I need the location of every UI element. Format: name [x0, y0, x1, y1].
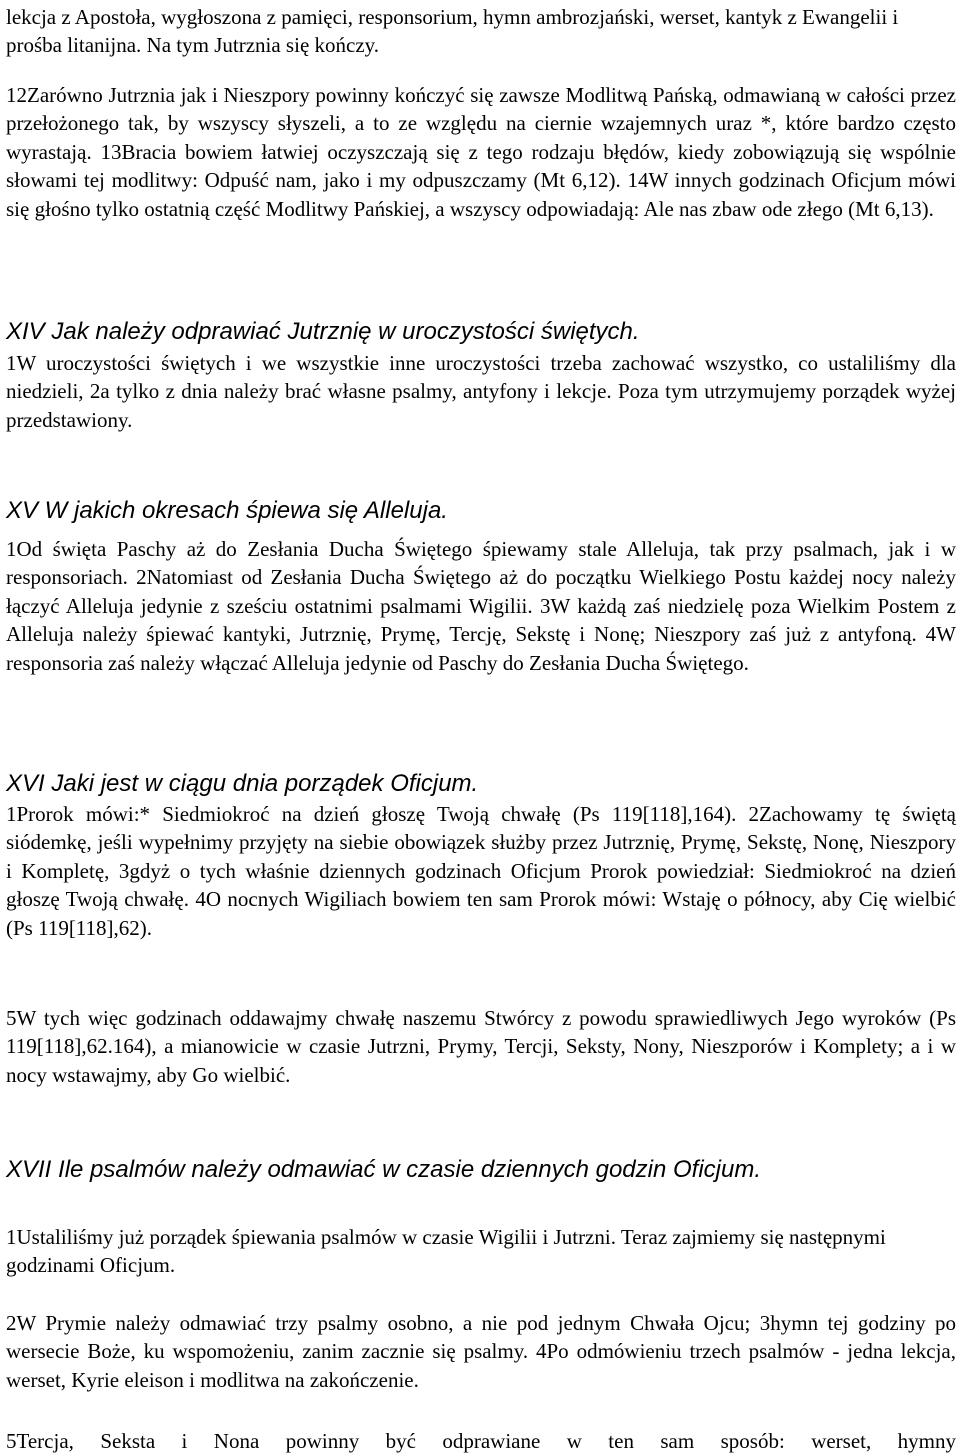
chapter-heading-xv: XV W jakich okresach śpiewa się Alleluja.: [6, 497, 448, 524]
paragraph-xvii-body-1: 1Ustaliliśmy już porządek śpiewania psalmów w czasie Wigilii i Jutrzni. Teraz zajmiemy się następnymi godzinami Oficjum.: [6, 1225, 886, 1278]
paragraph-lekcja: lekcja z Apostoła, wygłoszona z pamięci, responsorium, hymn ambrozjański, werset, kantyk z Ewangelii i prośba litanijna. Na tym Jutrznia się kończy.: [6, 5, 899, 58]
paragraph-xvii-body-3: 5Tercja, Seksta i Nona powinny być odprawiane w ten sam sposób: werset, hymny: [6, 1429, 956, 1453]
chapter-heading-xiv: XIV Jak należy odprawiać Jutrznię w uroczystości świętych.: [6, 318, 640, 345]
paragraph-xvi-body-2: 5W tych więc godzinach oddawajmy chwałę naszemu Stwórcy z powodu sprawiedliwych Jego wyroków (Ps 119[118],62.164), a mianowicie w czasie Jutrzni, Prymy, Tercji, Seksty, Nony, Nieszporów i Komplety; a i w nocy wstawajmy, aby Go wielbić.: [6, 1006, 956, 1087]
paragraph-xiv-body: 1W uroczystości świętych i we wszystkie inne uroczystości trzeba zachować wszystko, co ustaliliśmy dla niedzieli, 2a tylko z dnia należy brać własne psalmy, antyfony i lekcje. Poza tym utrzymujemy porządek wyżej przedstawiony.: [6, 351, 956, 432]
paragraph-xvi-body-1: 1Prorok mówi:* Siedmiokroć na dzień głoszę Twoją chwałę (Ps 119[118],164). 2Zachowamy tę świętą siódemkę, jeśli wypełnimy przyjęty na siebie obowiązek służby przez Jutrznię, Prymę, Sekstę, Nonę, Nieszpory i Kompletę, 3gdyż o tych właśnie dziennych godzinach Oficjum Prorok powiedział: Siedmiokroć na dzień głoszę Twoją chwałę. 4O nocnych Wigiliach bowiem ten sam Prorok mówi: Wstaję o północy, aby Cię wielbić (Ps 119[118],62).: [6, 802, 956, 940]
paragraph-xvii-body-2: 2W Prymie należy odmawiać trzy psalmy osobno, a nie pod jednym Chwała Ojcu; 3hymn tej godziny po wersecie Boże, ku wspomożeniu, zanim zacznie się psalmy. 4Po odmówieniu trzech psalmów - jedna lekcja, werset, Kyrie eleison i modlitwa na zakończenie.: [6, 1311, 956, 1392]
chapter-heading-xvi: XVI Jaki jest w ciągu dnia porządek Oficjum.: [6, 770, 479, 797]
paragraph-xv-body: 1Od święta Paschy aż do Zesłania Ducha Świętego śpiewamy stale Alleluja, tak przy psalmach, jak i w responsoriach. 2Natomiast od Zesłania Ducha Świętego aż do początku Wielkiego Postu każdej nocy należy łączyć Alleluja jedynie z sześciu ostatnimi psalmami Wigilii. 3W każdą zaś niedzielę poza Wielkim Postem z Alleluja należy śpiewać kantyki, Jutrznię, Prymę, Tercję, Sekstę i Nonę; Nieszpory zaś już z antyfoną. 4W responsoria zaś należy włączać Alleluja jedynie od Paschy do Zesłania Ducha Świętego.: [6, 537, 956, 675]
chapter-heading-xvii: XVII Ile psalmów należy odmawiać w czasie dziennych godzin Oficjum.: [6, 1156, 761, 1183]
paragraph-rozdzial-13-end: 12Zarówno Jutrznia jak i Nieszpory powinny kończyć się zawsze Modlitwą Pańską, odmawianą w całości przez przełożonego tak, by wszyscy słyszeli, a to ze względu na ciernie wzajemnych uraz *, które bardzo często wyrastają. 13Bracia bowiem łatwiej oczyszczają się z tego rodzaju błędów, kiedy zobowiązują się wspólnie słowami tej modlitwy: Odpuść nam, jako i my odpuszczamy (Mt 6,12). 14W innych godzinach Oficjum mówi się głośno tylko ostatnią część Modlitwy Pańskiej, a wszyscy odpowiadają: Ale nas zbaw ode złego (Mt 6,13).: [6, 83, 956, 221]
